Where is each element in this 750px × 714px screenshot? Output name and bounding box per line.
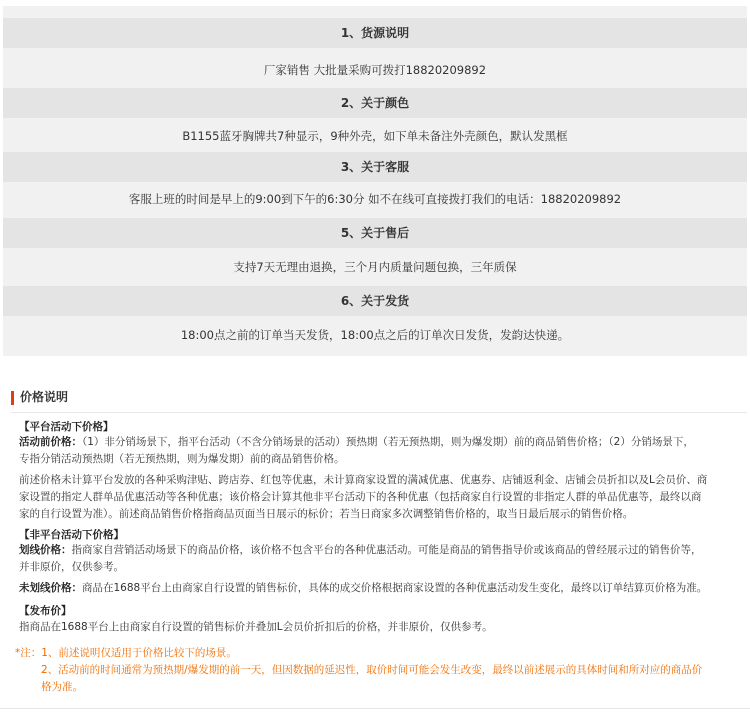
non-platform-heading: 【非平台活动下价格】: [19, 529, 124, 541]
section-title-service: 3、关于客服: [3, 152, 747, 182]
nostrike-price-text: 商品在1688平台上由商家自行设置的销售标价，具体的成交价格根据商家设置的各种优惠活动发生变化，最终以订单结算页价格为准。: [82, 582, 708, 594]
section-title-aftersale: 5、关于售后: [3, 218, 747, 248]
nostrike-price-line: [19, 581, 725, 596]
release-heading: 【发布价】: [19, 605, 72, 617]
info-panel: [3, 6, 747, 356]
pre-price-label: 活动前价格：: [19, 436, 82, 448]
strike-price-text-1: 指商家自营销活动场景下的商品价格，该价格不包含平台的各种优惠活动。可能是商品的销售指导价或该商品的曾经展示过的销售价等，: [71, 544, 702, 556]
pre-para-3: 家的自行设置为准）。前述商品销售价格指商品页面当日展示的标价；若当日商家多次调整销售价格的，取当日最后展示的销售价格。: [19, 508, 634, 520]
section-text-aftersale: 支持7天无理由退换，三个月内质量问题包换，三年质保: [233, 260, 517, 274]
pre-price-text-1: （1）非分销场景下，指平台活动（不含分销场景的活动）预热期（若无预热期，则为爆发期）前的商品销售价格；（2）分销场景下，: [82, 436, 694, 448]
pre-para-1: 前述价格未计算平台发放的各种采购津贴、跨店券、红包等优惠，未计算商家设置的满减优惠、优惠券、店铺返利金、店铺会员折扣以及L会员价、商: [19, 474, 708, 486]
note-1: *注：1、前述说明仅适用于价格比较下的场景。: [15, 647, 237, 659]
price-explanation: [3, 380, 747, 710]
pre-price-line-2: 专指分销活动预热期（若无预热期，则为爆发期）前的商品销售价格。: [19, 453, 345, 465]
strike-price-line-1: [19, 543, 725, 558]
bottom-divider: [0, 708, 750, 709]
divider: [11, 412, 747, 413]
section-text-source: 厂家销售 大批量采购可拨打18820209892: [263, 63, 487, 77]
strike-price-line-2: 并非原价，仅供参考。: [19, 561, 124, 573]
strike-price-label: 划线价格：: [19, 544, 72, 556]
section-title-source: 1、货源说明: [3, 18, 747, 48]
section-title-color: 2、关于颜色: [3, 88, 747, 118]
pre-price-line-1: [19, 435, 725, 450]
section-text-shipping: 18:00点之前的订单当天发货，18:00点之后的订单次日发货，发韵达快递。: [180, 328, 570, 342]
section-title-shipping: 6、关于发货: [3, 286, 747, 316]
note-2-line-1: 2、活动前的时间通常为预热期/爆发期的前一天，但因数据的延迟性，取价时间可能会发生改变，最终以前述展示的具体时间和所对应的商品价: [41, 664, 703, 676]
section-text-service: 客服上班的时间是早上的9:00到下午的6:30分 如不在线可直接拨打我们的电话：18820209892: [128, 192, 622, 206]
release-text: 指商品在1688平台上由商家自行设置的销售标价并叠加L会员价折扣后的价格，并非原价，仅供参考。: [19, 621, 493, 633]
section-text-color: B1155蓝牙胸牌共7种显示，9种外壳，如下单未备注外壳颜色，默认发黑框: [182, 129, 568, 143]
nostrike-price-label: 未划线价格：: [19, 582, 82, 594]
price-title: 价格说明: [20, 390, 69, 404]
platform-heading: 【平台活动下价格】: [19, 421, 114, 433]
pre-para-2: 家设置的指定人群单品优惠活动等各种优惠；该价格会计算其他非平台活动下的各种优惠（包括商家自行设置的非指定人群的单品优惠等，最终以商: [19, 491, 702, 503]
note-2-line-2: 格为准。: [41, 681, 83, 693]
accent-bar: [11, 391, 14, 405]
